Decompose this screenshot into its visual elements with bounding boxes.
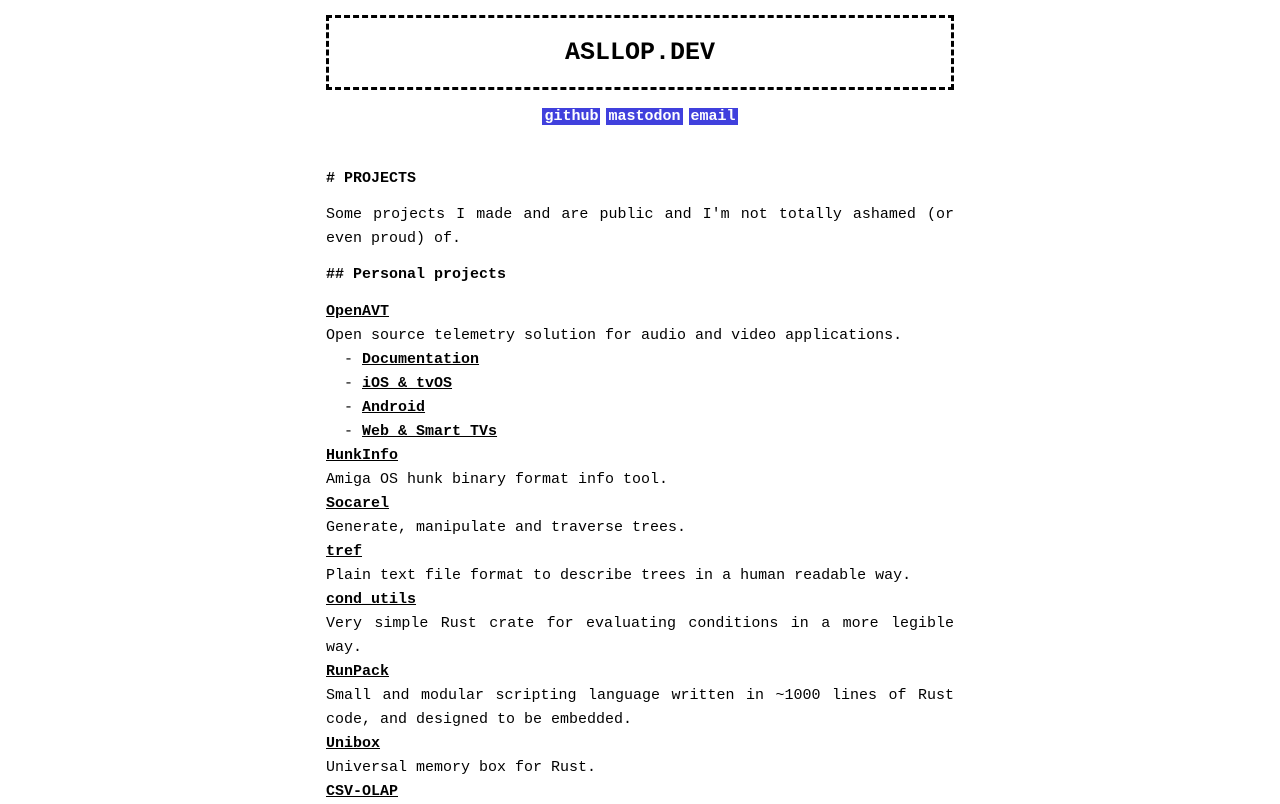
projects-intro: Some projects I made and are public and I'm not totally ashamed (or even proud) of. (326, 206, 954, 247)
mastodon-link[interactable]: mastodon (608, 108, 681, 125)
openavt-web-smarttv-link[interactable]: Web & Smart TVs (362, 423, 498, 440)
openavt-ios-tvos-link[interactable]: iOS & tvOS (362, 375, 453, 392)
sublink-item: - iOS & tvOS (344, 375, 453, 392)
project-link-hunkinfo[interactable]: HunkInfo (326, 447, 399, 464)
openavt-android-link[interactable]: Android (362, 399, 426, 416)
github-link[interactable]: github (544, 108, 599, 125)
projects-heading: # PROJECTS (326, 170, 417, 187)
project-link-csv-olap[interactable]: CSV-OLAP (326, 783, 399, 800)
site-title-box (326, 15, 954, 90)
project-description: Very simple Rust crate for evaluating conditions in a more legible way. (326, 615, 954, 656)
social-links (326, 108, 954, 126)
project-link-tref[interactable]: tref (326, 543, 363, 560)
project-description: Plain text file format to describe trees in a human readable way. (326, 567, 912, 584)
sublink-item: - Web & Smart TVs (344, 423, 498, 440)
project-link-runpack[interactable]: RunPack (326, 663, 390, 680)
openavt-documentation-link[interactable]: Documentation (362, 351, 480, 368)
sublink-item: - Documentation (344, 351, 480, 368)
personal-projects-heading: ## Personal projects (326, 266, 507, 283)
project-description: Open source telemetry solution for audio and video applications. (326, 327, 903, 344)
project-description: Small and modular scripting language written in ~1000 lines of Rust code, and designed to be embedded. (326, 687, 954, 728)
project-link-socarel[interactable]: Socarel (326, 495, 390, 512)
page-content (326, 15, 954, 804)
project-description: Amiga OS hunk binary format info tool. (326, 471, 669, 488)
site-title[interactable]: ASLLOP.DEV (564, 38, 716, 67)
email-link[interactable]: email (690, 108, 736, 125)
project-description: Universal memory box for Rust. (326, 759, 597, 776)
project-description: Generate, manipulate and traverse trees. (326, 519, 687, 536)
project-link-cond-utils[interactable]: cond_utils (326, 591, 417, 608)
project-link-unibox[interactable]: Unibox (326, 735, 381, 752)
sublink-item: - Android (344, 399, 426, 416)
project-link-openavt[interactable]: OpenAVT (326, 303, 390, 320)
project-list (326, 300, 954, 804)
